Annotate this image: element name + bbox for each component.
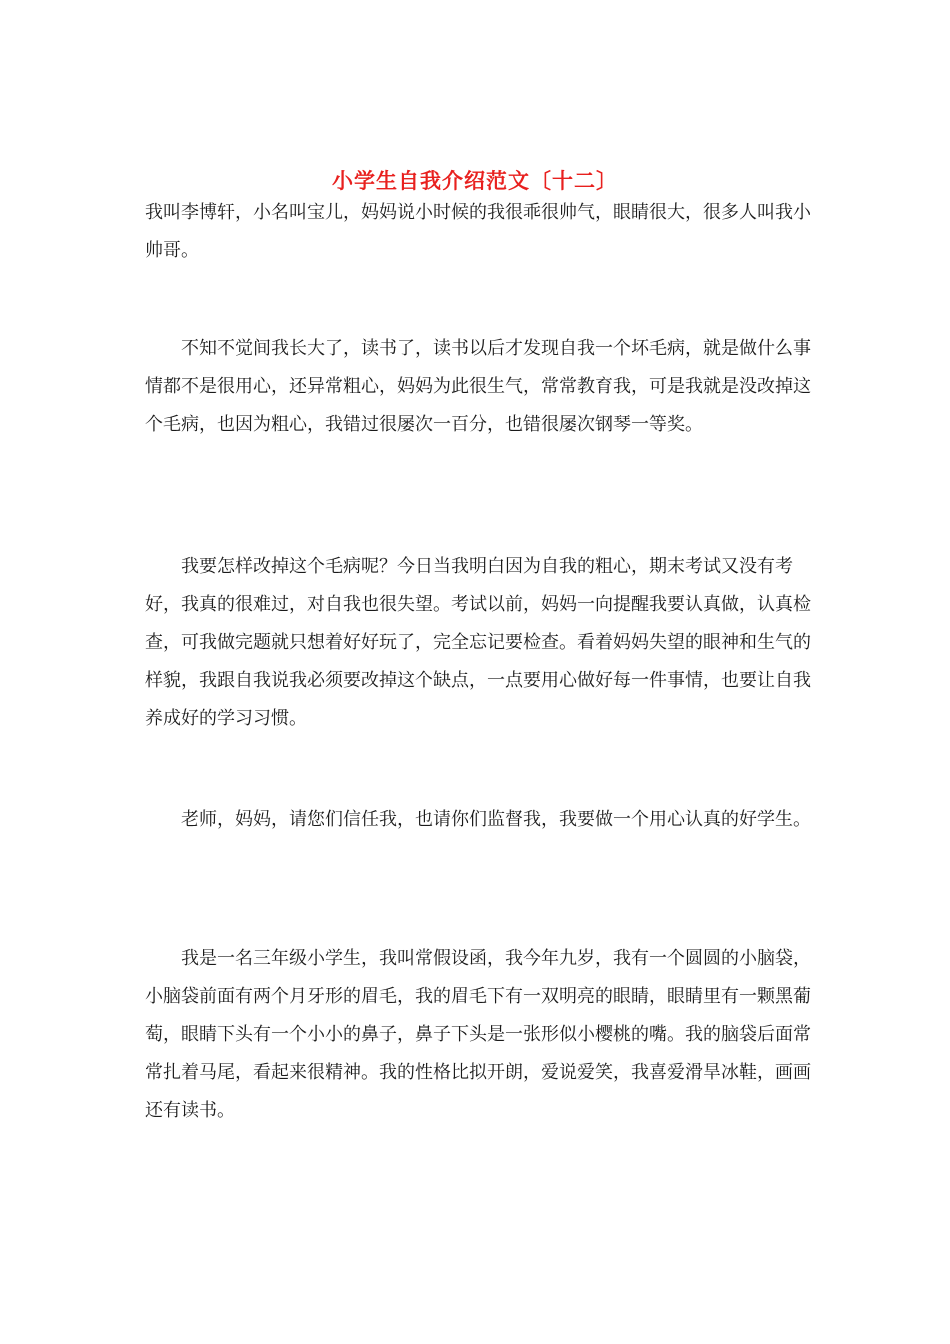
paragraph-4: 老师，妈妈，请您们信任我，也请你们监督我，我要做一个用心认真的好学生。 xyxy=(181,809,811,830)
paragraph-2: 不知不觉间我长大了，读书了，读书以后才发现自我一个坏毛病，就是做什么事情都不是很用心，还异常粗心，妈妈为此很生气，常常教育我，可是我就是没改掉这个毛病，也因为粗心，我错过很屡次一百分，也错很屡次钢琴一等奖。 xyxy=(145,338,811,435)
paragraph-1: 我叫李博轩，小名叫宝儿，妈妈说小时候的我很乖很帅气，眼睛很大，很多人叫我小帅哥。 xyxy=(145,202,811,261)
document-title: 小学生自我介绍范文〔十二〕 xyxy=(332,168,618,194)
paragraph-5: 我是一名三年级小学生，我叫常假设函，我今年九岁，我有一个圆圆的小脑袋，小脑袋前面有两个月牙形的眉毛，我的眉毛下有一双明亮的眼睛，眼睛里有一颗黑葡萄，眼睛下头有一个小小的鼻子，鼻子下头是一张形似小樱桃的嘴。我的脑袋后面常常扎着马尾，看起来很精神。我的性格比拟开朗，爱说爱笑，我喜爱滑旱冰鞋，画画还有读书。 xyxy=(145,948,811,1121)
paragraph-3: 我要怎样改掉这个毛病呢？今日当我明白因为自我的粗心，期末考试又没有考好，我真的很难过，对自我也很失望。考试以前，妈妈一向提醒我要认真做，认真检查，可我做完题就只想着好好玩了，完全忘记要检查。看着妈妈失望的眼神和生气的样貌，我跟自我说我必须要改掉这个缺点，一点要用心做好每一件事情，也要让自我养成好的学习习惯。 xyxy=(145,556,811,729)
